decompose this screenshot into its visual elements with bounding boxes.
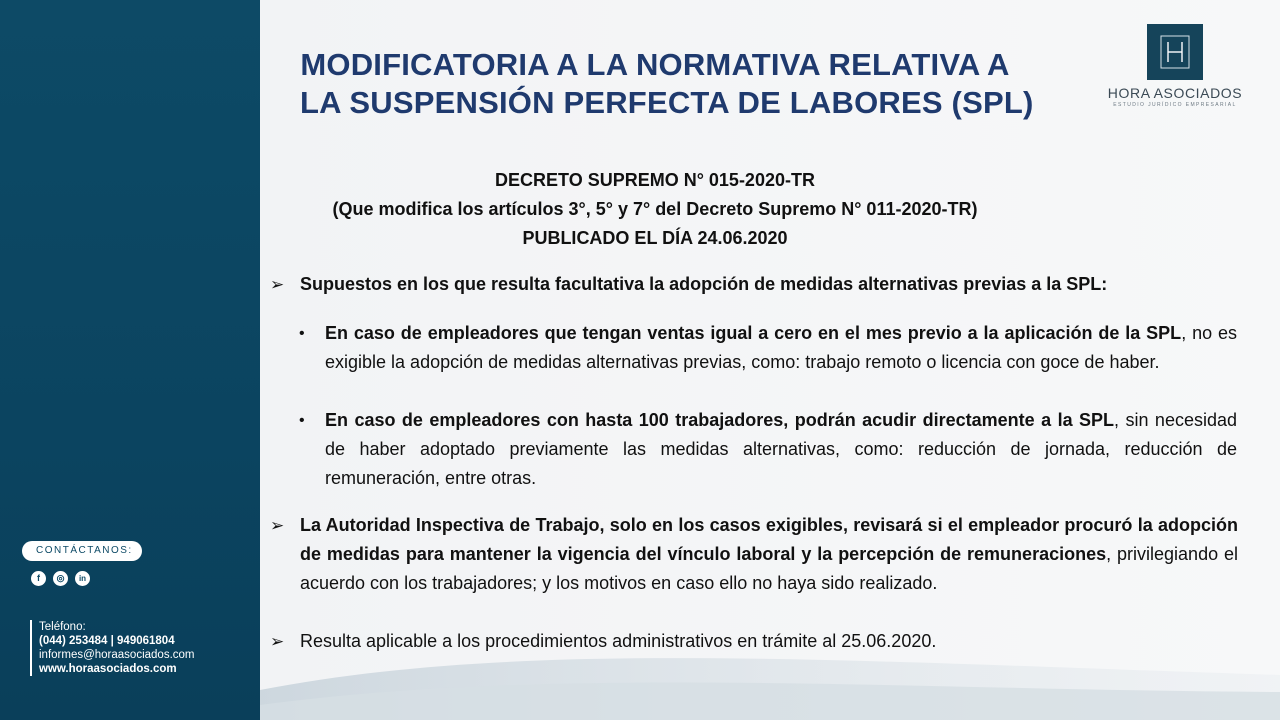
arrow-bullet-icon: ➢: [270, 632, 285, 651]
item1-bold: En caso de empleadores que tengan ventas igual a cero en el mes previo a la aplicación de la SPL: [325, 323, 1182, 343]
linkedin-icon[interactable]: in: [75, 571, 90, 586]
decree-number: DECRETO SUPREMO N° 015-2020-TR: [495, 170, 815, 190]
decree-heading: [300, 166, 1010, 253]
section2-rest: , privilegiando el acuerdo con los trabajadores; y los motivos en caso ello no haya sido realizado.: [300, 544, 1239, 593]
contact-info: [30, 620, 195, 676]
title-line-1: MODIFICATORIA A LA NORMATIVA RELATIVA A: [300, 47, 1010, 82]
list-item: [325, 319, 1237, 377]
company-logo: [1100, 24, 1250, 108]
decree-published: PUBLICADO EL DÍA 24.06.2020: [522, 228, 788, 248]
logo-name: HORA ASOCIADOS: [1107, 85, 1243, 101]
phone-label: Teléfono:: [39, 621, 86, 633]
section1-heading: Supuestos en los que resulta facultativa la adopción de medidas alternativas previas a la SPL:: [300, 274, 1108, 294]
arrow-bullet-icon: ➢: [270, 516, 285, 535]
title-line-2: LA SUSPENSIÓN PERFECTA DE LABORES (SPL): [300, 85, 1034, 120]
logo-mark: [1147, 24, 1203, 80]
list-item: [325, 406, 1237, 493]
item2-rest: , sin necesidad de haber adoptado previamente las medidas alternativas, como: reducción de jornada, reducción de remuneración, entre otras.: [325, 410, 1237, 488]
section3-paragraph: Resulta aplicable a los procedimientos administrativos en trámite al 25.06.2020.: [300, 631, 937, 651]
section2-bold: La Autoridad Inspectiva de Trabajo, solo en los casos exigibles, revisará si el empleador procuró la adopción de medidas para mantener la vigencia del vínculo laboral y la percepción de remuneraciones: [300, 515, 1238, 564]
website-link[interactable]: www.horaasociados.com: [39, 663, 177, 675]
logo-tagline: ESTUDIO JURÍDICO EMPRESARIAL: [1113, 102, 1237, 108]
facebook-icon[interactable]: f: [31, 571, 46, 586]
decree-modifies: (Que modifica los artículos 3°, 5° y 7° del Decreto Supremo N° 011-2020-TR): [332, 199, 978, 219]
arrow-bullet-icon: ➢: [270, 275, 285, 294]
section2-paragraph: [300, 511, 1238, 598]
contact-label: CONTÁCTANOS:: [22, 541, 142, 561]
logo-h-icon: [1147, 24, 1203, 80]
dot-bullet-icon: •: [299, 325, 305, 342]
page-title: [300, 46, 1034, 122]
dot-bullet-icon: •: [299, 412, 305, 429]
email-link[interactable]: informes@horaasociados.com: [39, 649, 195, 661]
item1-rest: , no es exigible la adopción de medidas alternativas previas, como: trabajo remoto o licencia con goce de haber.: [325, 323, 1237, 372]
phone-number[interactable]: (044) 253484 | 949061804: [39, 635, 175, 647]
item2-bold: En caso de empleadores con hasta 100 trabajadores, podrán acudir directamente a la SPL: [325, 410, 1115, 430]
sidebar: [0, 0, 260, 720]
instagram-icon[interactable]: ◎: [53, 571, 68, 586]
